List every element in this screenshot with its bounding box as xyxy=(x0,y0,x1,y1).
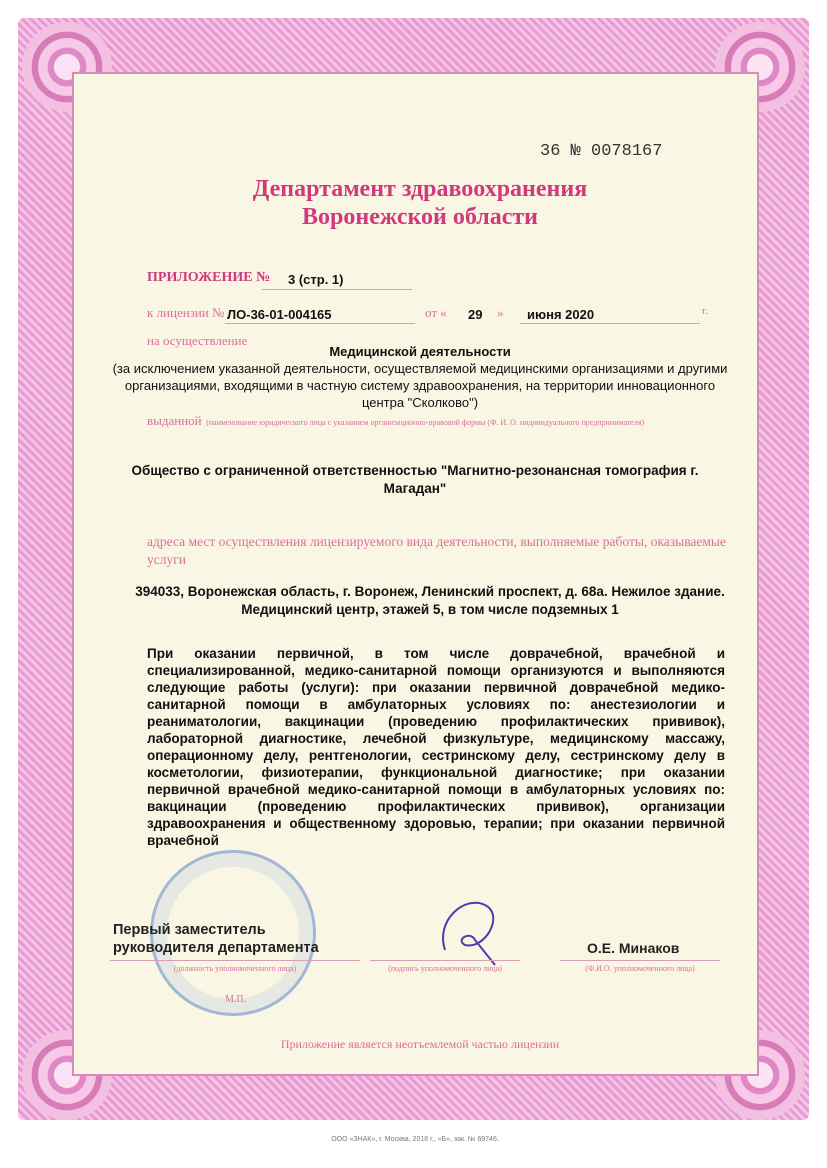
license-number: ЛО-36-01-004165 xyxy=(227,307,332,322)
address-label: адреса мест осуществления лицензируемого вида деятельности, выполняемые работы, оказываемые услуги xyxy=(147,534,726,567)
position-hint: (должность уполномоченного лица) xyxy=(173,964,297,973)
license-day: 29 xyxy=(468,307,483,322)
serial-number: 36 № 0078167 xyxy=(540,142,663,161)
bottom-note: Приложение является неотъемлемой частью лицензии xyxy=(280,1037,560,1051)
signer-position: Первый заместитель руководителя департамента xyxy=(113,922,319,956)
year-suffix: г. xyxy=(702,305,709,317)
license-from-label: от « xyxy=(425,305,447,320)
close-quote: » xyxy=(497,305,504,320)
printer-info: ООО «ЗНАК», г. Москва, 2018 г., «Б», зак. № 69746. xyxy=(331,1136,499,1143)
authority-line1: Департамент здравоохранения xyxy=(252,176,588,202)
seal-label: М.П. xyxy=(225,994,247,1005)
signer-name: О.Е. Минаков xyxy=(587,940,680,956)
activity-label: на осуществление xyxy=(147,333,248,348)
name-hint: (Ф.И.О. уполномоченного лица) xyxy=(585,964,695,973)
licensee-name: Общество с ограниченной ответственностью "Магнитно-резонансная томография г. Магадан" xyxy=(131,463,699,496)
issued-hint: (наименование юридического лица с указанием организационно-правовой формы (Ф. И. О. индивидуального предпринимателя) xyxy=(206,418,645,427)
services-text: При оказании первичной, в том числе доврачебной, врачебной и специализированной, медико-санитарной помощи организуются и выполняются следующие работы (услуги): при оказании первичной доврачебной медико-санитарной помощи в амбулаторных условиях по: анестезиологии и реаниматологии, вакцинации (проведению профилактических прививок), лабораторной диагностике, лечебной физкультуре, медицинскому массажу, операционному делу, рентгенологии, сестринскому делу, сестринскому делу в косметологии, физиотерапии, функциональной диагностике; при оказании первичной врачебной медико-санитарной помощи в амбулаторных условиях по: вакцинации (проведению профилактических прививок), организации здравоохранения и общественному здоровью, терапии; при оказании первичной врачебной xyxy=(147,646,725,848)
signature-hint: (подпись уполномоченного лица) xyxy=(388,964,502,973)
appendix-label: ПРИЛОЖЕНИЕ № xyxy=(147,270,271,285)
authority-line2: Воронежской области xyxy=(302,204,538,230)
license-label: к лицензии № xyxy=(147,305,225,320)
activity-title: Медицинской деятельности xyxy=(329,344,511,359)
address-value: 394033, Воронежская область, г. Воронеж, Ленинский проспект, д. 68а. Нежилое здание. Медицинский центр, этажей 5, в том числе подземных 1 xyxy=(135,584,725,617)
signature-mark xyxy=(425,890,525,970)
appendix-number: 3 (стр. 1) xyxy=(288,272,344,287)
license-month-year: июня 2020 xyxy=(527,307,595,322)
activity-note: (за исключением указанной деятельности, осуществляемой медицинскими организациями и другими организациями, входящими в частную систему здравоохранения, на территории инновационного центра "Сколково") xyxy=(112,361,728,410)
issued-label: выданной xyxy=(147,413,202,428)
